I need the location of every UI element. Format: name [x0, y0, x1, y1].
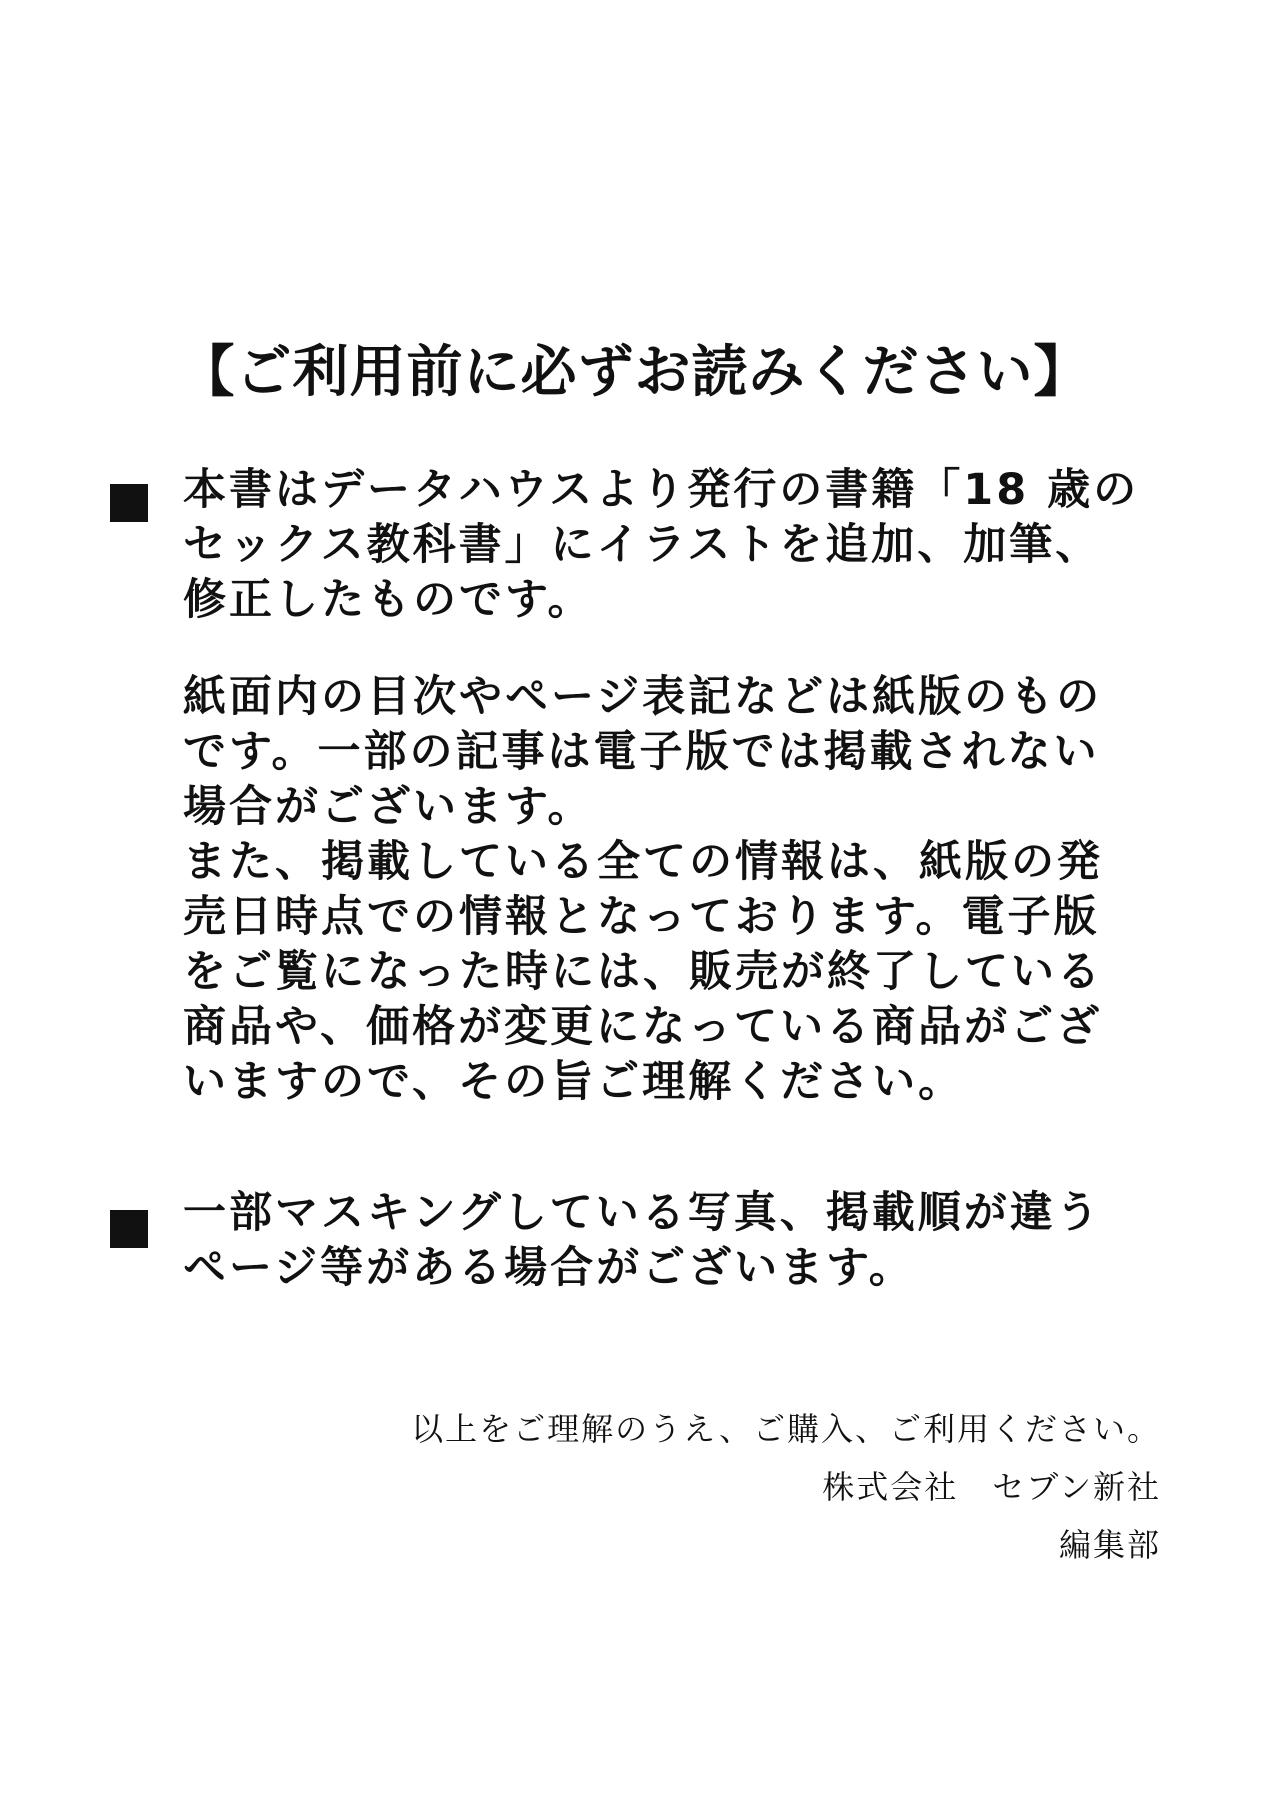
closing-signature: [411, 1400, 1161, 1574]
black-square-bullet-icon: [110, 1210, 148, 1248]
notice-text-edition: 本書はデータハウスより発行の書籍「18 歳の セックス教科書」にイラストを追加、加筆、 修正したものです。: [183, 465, 1140, 625]
notice-text-masking: 一部マスキングしている写真、掲載順が違う ページ等がある場合がございます。: [183, 1188, 1102, 1293]
page-title: 【ご利用前に必ずお読みください】: [178, 340, 1091, 405]
notice-text-content-info: 紙面内の目次やページ表記などは紙版のもの です。一部の記事は電子版では掲載されない 場合がございます。 また、掲載している全ての情報は、紙版の発 売日時点での情報となっております。電子版 をご覧になった時には、販売が終了している 商品や、価格が変更になっている商品がござ いますので、その旨ご理解ください。: [183, 672, 1103, 1107]
publisher-name: 株式会社 セブン新社: [822, 1468, 1161, 1506]
black-square-bullet-icon: [110, 484, 148, 522]
closing-message: 以上をご理解のうえ、ご購入、ご利用ください。: [411, 1410, 1161, 1448]
editorial-department: 編集部: [1058, 1526, 1161, 1564]
